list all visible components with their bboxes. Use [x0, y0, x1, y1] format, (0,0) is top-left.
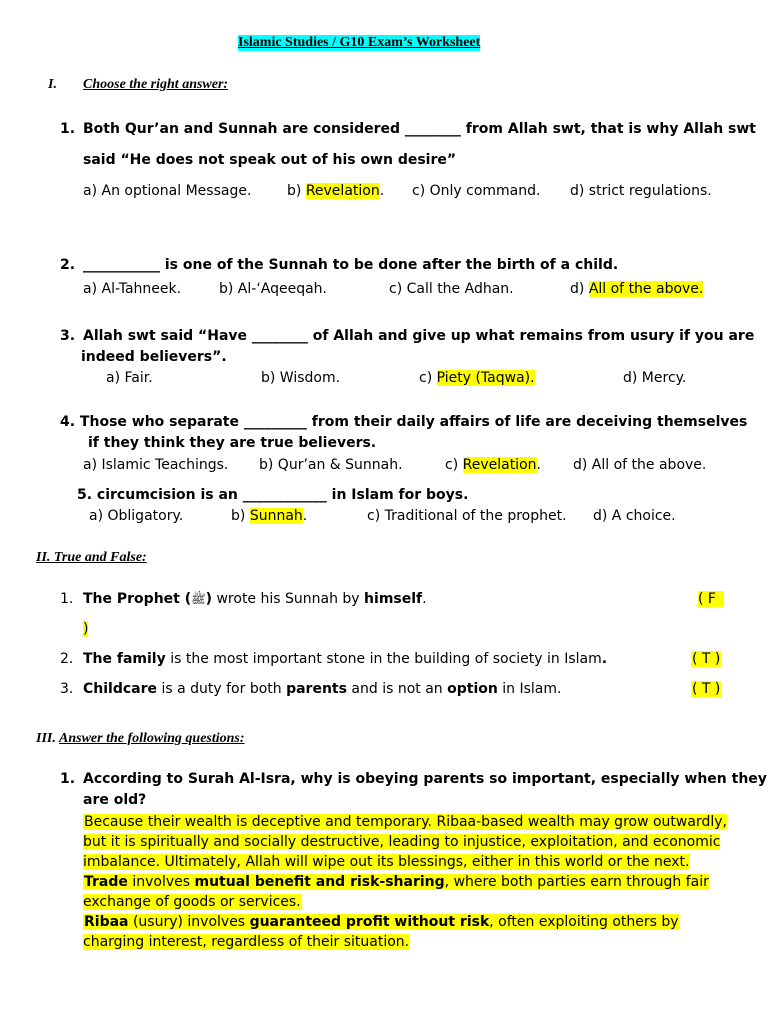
- q4-option-c: c) Revelation.: [445, 457, 541, 473]
- q2-answer-highlight: All of the above.: [588, 281, 704, 297]
- q5-text: 5. circumcision is an ____________ in Islam for boys.: [77, 487, 469, 503]
- tf1-answer: ( F: [698, 591, 724, 607]
- q2-number: 2.: [60, 257, 76, 273]
- section2-heading: II. True and False:: [36, 550, 147, 565]
- q3-option-b: b) Wisdom.: [261, 370, 341, 386]
- q4-text-line1: 4. Those who separate _________ from their daily affairs of life are deceiving themselves: [60, 414, 748, 430]
- tf2-number: 2.: [60, 651, 74, 667]
- q1-text-line2: said “He does not speak out of his own desire”: [83, 152, 457, 168]
- q2-option-a: a) Al-Tahneek.: [83, 281, 182, 297]
- q4-text-line2: if they think they are true believers.: [88, 435, 377, 451]
- q4-option-b: b) Qur’an & Sunnah.: [259, 457, 403, 473]
- q1-text-line1: Both Qur’an and Sunnah are considered ________ from Allah swt, that is why Allah swt: [83, 121, 756, 137]
- q2-text: ___________ is one of the Sunnah to be done after the birth of a child.: [83, 257, 619, 273]
- answer-paragraph-ribaa: Ribaa (usury) involves guaranteed profit without risk, often exploiting others by charging interest, regardless of their situation.: [83, 914, 679, 950]
- q5-answer-highlight: Sunnah: [249, 508, 303, 524]
- q1-option-d: d) strict regulations.: [570, 183, 712, 199]
- q5-option-a: a) Obligatory.: [89, 508, 184, 524]
- q1-option-a: a) An optional Message.: [83, 183, 252, 199]
- q3-option-c: c) Piety (Taqwa).: [419, 370, 535, 386]
- section3-roman: III.: [36, 731, 56, 746]
- q2-option-d: d) All of the above.: [570, 281, 704, 297]
- q3-1-question-line2: are old?: [83, 792, 147, 808]
- tf2-answer: ( T ): [692, 651, 721, 667]
- tf1-number: 1.: [60, 591, 74, 607]
- q3-answer-highlight: Piety (Taqwa).: [436, 370, 535, 386]
- q4-option-a: a) Islamic Teachings.: [83, 457, 229, 473]
- section3-heading: Answer the following questions:: [59, 731, 245, 746]
- q5-option-c: c) Traditional of the prophet.: [367, 508, 567, 524]
- tf3-statement: Childcare is a duty for both parents and is not an option in Islam.: [83, 681, 562, 697]
- tf2-statement: The family is the most important stone in the building of society in Islam.: [83, 651, 608, 667]
- section1-heading: Choose the right answer:: [83, 77, 229, 92]
- tf3-number: 3.: [60, 681, 74, 697]
- q4-option-d: d) All of the above.: [573, 457, 707, 473]
- q3-number: 3.: [60, 328, 76, 344]
- page-title: Islamic Studies / G10 Exam’s Worksheet: [238, 35, 481, 50]
- q4-answer-highlight: Revelation: [462, 457, 537, 473]
- q2-option-c: c) Call the Adhan.: [389, 281, 514, 297]
- q5-option-d: d) A choice.: [593, 508, 676, 524]
- q2-option-b: b) Al-‘Aqeeqah.: [219, 281, 328, 297]
- q1-option-b: b) Revelation.: [287, 183, 385, 199]
- q3-option-a: a) Fair.: [106, 370, 153, 386]
- q3-text-line2: indeed believers”.: [81, 349, 227, 365]
- pbuh-glyph: ﷺ: [191, 592, 206, 606]
- q1-number: 1.: [60, 121, 76, 137]
- q3-option-d: d) Mercy.: [623, 370, 687, 386]
- q5-option-b: b) Sunnah.: [231, 508, 308, 524]
- section1-roman: I.: [48, 77, 57, 92]
- tf1-answer-close: ): [83, 621, 89, 637]
- q1-option-c: c) Only command.: [412, 183, 541, 199]
- q3-text-line1: Allah swt said “Have ________ of Allah and give up what remains from usury if you are: [83, 328, 755, 344]
- answer-paragraph-1: Because their wealth is deceptive and temporary. Ribaa-based wealth may grow outwardly, but it is spiritually and socially destructive, leading to injustice, exploitation, and economic imbalance. Ultimately, Allah will wipe out its blessings, either in this world or the next.: [83, 814, 727, 870]
- tf1-statement: The Prophet (ﷺ) wrote his Sunnah by himself.: [83, 591, 427, 607]
- q3-1-question-line1: According to Surah Al-Isra, why is obeying parents so important, especially when they: [83, 771, 767, 787]
- q3-1-number: 1.: [60, 771, 76, 787]
- tf3-answer: ( T ): [692, 681, 721, 697]
- q1-answer-highlight: Revelation: [305, 183, 380, 199]
- answer-paragraph-trade: Trade involves mutual benefit and risk-sharing, where both parties earn through fair exchange of goods or services.: [83, 874, 709, 910]
